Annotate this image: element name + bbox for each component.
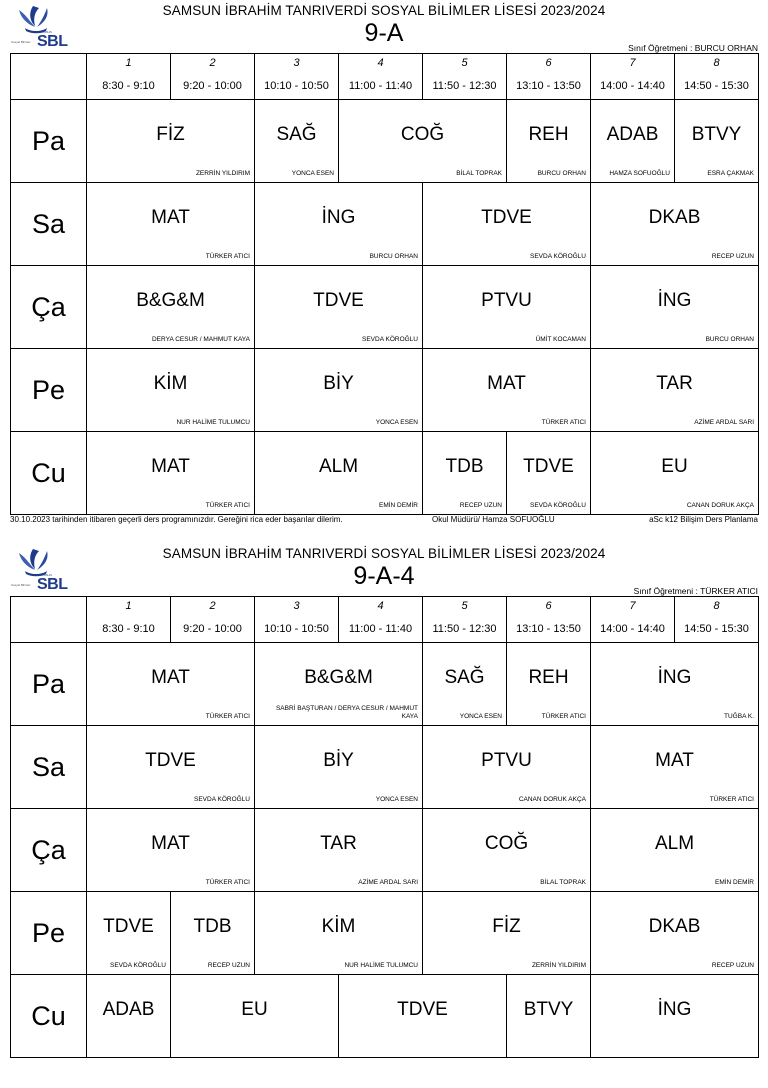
lesson-teacher: YONCA ESEN (459, 713, 502, 720)
day-label: Pe (11, 892, 87, 975)
day-label: Pe (11, 349, 87, 432)
day-row (11, 100, 759, 183)
lesson-subject: İNG (321, 207, 356, 228)
period-time: 8:30 - 9:10 (87, 615, 171, 643)
lesson-cell (507, 100, 591, 183)
lesson-teacher: BURCU ORHAN (537, 170, 586, 177)
lesson-teacher: BURCU ORHAN (705, 336, 754, 343)
lesson-subject: MAT (151, 667, 190, 688)
lesson-cell (423, 432, 507, 515)
lesson-teacher: AZİME ARDAL SARI (358, 879, 418, 886)
lesson-cell (591, 892, 759, 975)
day-row (11, 349, 759, 432)
lesson-subject: BTVY (691, 124, 742, 145)
lesson-teacher: TÜRKER ATICI (205, 253, 250, 260)
footer-note: 30.10.2023 tarihinden itibaren geçerli ders programınızdır. Gereğini rica eder başarılar dilerim. (10, 515, 343, 524)
lesson-subject: TDVE (523, 456, 574, 477)
lesson-teacher: ESRA ÇAKMAK (707, 170, 754, 177)
period-time: 13:10 - 13:50 (507, 615, 591, 643)
lesson-subject: DKAB (648, 207, 701, 228)
lesson-subject: ADAB (606, 124, 659, 145)
lesson-cell (255, 183, 423, 266)
lesson-cell (255, 809, 423, 892)
day-label: Ça (11, 809, 87, 892)
footer-software: aSc k12 Bilişim Ders Planlama (649, 515, 758, 524)
lesson-teacher: CANAN DORUK AKÇA (518, 796, 586, 803)
lesson-teacher: TÜRKER ATICI (205, 502, 250, 509)
lesson-teacher: DERYA CESUR / MAHMUT KAYA (151, 336, 250, 343)
period-time: 11:50 - 12:30 (423, 72, 507, 100)
lesson-cell (87, 266, 255, 349)
lesson-cell (507, 643, 591, 726)
period-time: 14:50 - 15:30 (675, 615, 759, 643)
period-time: 10:10 - 10:50 (255, 615, 339, 643)
day-row (11, 726, 759, 809)
logo-small-left: Sosyal Bilimler (11, 40, 31, 44)
footer-principal: Okul Müdürü/ Hamza SOFUOĞLU (432, 515, 555, 524)
period-time: 10:10 - 10:50 (255, 72, 339, 100)
period-number: 6 (507, 54, 591, 73)
lesson-subject: TAR (320, 833, 357, 854)
lesson-cell (87, 892, 171, 975)
lesson-cell (591, 975, 759, 1058)
period-number: 4 (339, 597, 423, 616)
lesson-subject: FİZ (156, 124, 185, 145)
lesson-cell (591, 183, 759, 266)
lesson-subject: B&G&M (304, 667, 373, 688)
lesson-teacher: YONCA ESEN (375, 419, 418, 426)
day-row (11, 183, 759, 266)
lesson-teacher: ZERRİN YILDIRIM (195, 170, 250, 177)
period-time-row (11, 615, 759, 643)
lesson-teacher: RECEP UZUN (459, 502, 502, 509)
lesson-subject: EU (241, 999, 268, 1020)
lesson-subject: TDVE (397, 999, 448, 1020)
lesson-subject: MAT (151, 833, 190, 854)
lesson-subject: ADAB (102, 999, 155, 1020)
period-number: 5 (423, 597, 507, 616)
class-teacher: Sınıf Öğretmeni : BURCU ORHAN (628, 43, 758, 53)
lesson-teacher: TÜRKER ATICI (541, 713, 586, 720)
period-time: 14:00 - 14:40 (591, 72, 675, 100)
lesson-teacher: EMİN DEMİR (379, 502, 418, 509)
lesson-teacher: SEVDA KÖROĞLU (110, 962, 166, 969)
lesson-cell (591, 266, 759, 349)
lesson-subject: TDVE (313, 290, 364, 311)
lesson-cell (255, 432, 423, 515)
lesson-cell (423, 643, 507, 726)
lesson-teacher: SABRİ BAŞTURAN / DERYA CESUR / MAHMUT KAYA (275, 705, 418, 720)
lesson-teacher: RECEP UZUN (207, 962, 250, 969)
lesson-subject: ALM (654, 833, 695, 854)
lesson-subject: EU (661, 456, 688, 477)
lesson-cell (507, 975, 591, 1058)
day-label: Ça (11, 266, 87, 349)
lesson-subject: TDVE (103, 916, 154, 937)
lesson-subject: DKAB (648, 916, 701, 937)
lesson-subject: KİM (321, 916, 356, 937)
day-label: Pa (11, 643, 87, 726)
lesson-cell (675, 100, 759, 183)
lesson-teacher: EMİN DEMİR (715, 879, 754, 886)
lesson-cell (591, 349, 759, 432)
period-time: 14:50 - 15:30 (675, 72, 759, 100)
period-time: 9:20 - 10:00 (171, 615, 255, 643)
day-label: Cu (11, 432, 87, 515)
lesson-teacher: YONCA ESEN (375, 796, 418, 803)
school-title: SAMSUN İBRAHİM TANRIVERDİ SOSYAL BİLİMLER LİSESİ 2023/2024 (162, 3, 606, 18)
day-label: Cu (11, 975, 87, 1058)
lesson-cell (591, 432, 759, 515)
lesson-subject: MAT (151, 207, 190, 228)
day-row (11, 643, 759, 726)
lesson-cell (87, 726, 255, 809)
lesson-teacher: NUR HALİME TULUMCU (176, 419, 250, 426)
lesson-cell (255, 349, 423, 432)
day-row (11, 809, 759, 892)
lesson-subject: PTVU (481, 750, 532, 771)
lesson-teacher: ZERRİN YILDIRIM (531, 962, 586, 969)
lesson-teacher: SEVDA KÖROĞLU (362, 336, 418, 343)
period-number: 8 (675, 597, 759, 616)
lesson-subject: TDVE (481, 207, 532, 228)
lesson-cell (87, 643, 255, 726)
lesson-cell (591, 809, 759, 892)
lesson-cell (423, 809, 591, 892)
period-time: 11:00 - 11:40 (339, 72, 423, 100)
period-number: 2 (171, 597, 255, 616)
day-label: Sa (11, 726, 87, 809)
lesson-teacher: SEVDA KÖROĞLU (530, 502, 586, 509)
lesson-subject: B&G&M (136, 290, 205, 311)
period-number: 6 (507, 597, 591, 616)
lesson-cell (171, 975, 339, 1058)
lesson-subject: SAĞ (444, 667, 485, 688)
day-label: Sa (11, 183, 87, 266)
lesson-cell (87, 809, 255, 892)
lesson-cell (423, 266, 591, 349)
lesson-cell (339, 100, 507, 183)
day-row (11, 975, 759, 1058)
lesson-subject: BİY (323, 750, 354, 771)
lesson-cell (423, 726, 591, 809)
day-row (11, 892, 759, 975)
period-number: 3 (255, 597, 339, 616)
lesson-cell (255, 100, 339, 183)
lesson-subject: MAT (655, 750, 694, 771)
period-number: 3 (255, 54, 339, 73)
lesson-subject: REH (528, 667, 569, 688)
day-row (11, 432, 759, 515)
lesson-cell (87, 349, 255, 432)
period-time: 11:00 - 11:40 (339, 615, 423, 643)
lesson-subject: PTVU (481, 290, 532, 311)
lesson-subject: COĞ (484, 833, 529, 854)
lesson-subject: TDB (445, 456, 484, 477)
lesson-cell (171, 892, 255, 975)
lesson-teacher: TÜRKER ATICI (541, 419, 586, 426)
lesson-teacher: HAMZA SOFUOĞLU (609, 170, 670, 177)
logo-text: SBL (37, 33, 68, 50)
period-number: 7 (591, 54, 675, 73)
lesson-cell (423, 892, 591, 975)
lesson-teacher: BURCU ORHAN (369, 253, 418, 260)
lesson-cell (423, 349, 591, 432)
corner-cell (11, 54, 87, 100)
period-number: 8 (675, 54, 759, 73)
lesson-cell (591, 726, 759, 809)
period-number: 5 (423, 54, 507, 73)
lesson-teacher: RECEP UZUN (711, 962, 754, 969)
lesson-subject: MAT (487, 373, 526, 394)
lesson-cell (87, 100, 255, 183)
lesson-teacher: SEVDA KÖROĞLU (194, 796, 250, 803)
lesson-subject: İNG (657, 667, 692, 688)
lesson-subject: BİY (323, 373, 354, 394)
day-label: Pa (11, 100, 87, 183)
logo-text: SBL (37, 576, 68, 593)
lesson-teacher: CANAN DORUK AKÇA (686, 502, 754, 509)
lesson-teacher: RECEP UZUN (711, 253, 754, 260)
lesson-teacher: BİLAL TOPRAK (540, 879, 586, 886)
lesson-subject: COĞ (400, 124, 445, 145)
schedule-table (10, 53, 759, 515)
lesson-teacher: SEVDA KÖROĞLU (530, 253, 586, 260)
class-teacher: Sınıf Öğretmeni : TÜRKER ATICI (633, 586, 758, 596)
lesson-subject: TDB (193, 916, 232, 937)
lesson-cell (255, 726, 423, 809)
period-time: 11:50 - 12:30 (423, 615, 507, 643)
period-number-row (11, 54, 759, 73)
lesson-teacher: TÜRKER ATICI (709, 796, 754, 803)
period-time: 9:20 - 10:00 (171, 72, 255, 100)
lesson-cell (87, 183, 255, 266)
lesson-cell (255, 892, 423, 975)
lesson-subject: SAĞ (276, 124, 317, 145)
class-name: 9-A (364, 19, 404, 47)
lesson-subject: İNG (657, 290, 692, 311)
period-number: 1 (87, 54, 171, 73)
lesson-cell (339, 975, 507, 1058)
lesson-subject: FİZ (492, 916, 521, 937)
lesson-subject: ALM (318, 456, 359, 477)
timetable-sheet (0, 543, 768, 1088)
logo-small-left: Sosyal Bilimler (11, 583, 31, 587)
lesson-teacher: ÜMİT KOCAMAN (535, 336, 586, 343)
lesson-cell (423, 183, 591, 266)
lesson-cell (591, 100, 675, 183)
lesson-teacher: NUR HALİME TULUMCU (344, 962, 418, 969)
school-title: SAMSUN İBRAHİM TANRIVERDİ SOSYAL BİLİMLER LİSESİ 2023/2024 (162, 546, 606, 561)
lesson-teacher: YONCA ESEN (291, 170, 334, 177)
period-time: 14:00 - 14:40 (591, 615, 675, 643)
schedule-table (10, 596, 759, 1058)
lesson-subject: MAT (151, 456, 190, 477)
lesson-teacher: TUĞBA K. (724, 713, 754, 720)
lesson-cell (87, 432, 255, 515)
lesson-teacher: TÜRKER ATICI (205, 879, 250, 886)
period-time: 8:30 - 9:10 (87, 72, 171, 100)
lesson-subject: BTVY (523, 999, 574, 1020)
lesson-cell (87, 975, 171, 1058)
corner-cell (11, 597, 87, 643)
lesson-subject: TDVE (145, 750, 196, 771)
lesson-cell (507, 432, 591, 515)
lesson-cell (591, 643, 759, 726)
lesson-teacher: AZİME ARDAL SARI (694, 419, 754, 426)
period-time-row (11, 72, 759, 100)
period-number: 1 (87, 597, 171, 616)
period-number: 2 (171, 54, 255, 73)
period-number: 4 (339, 54, 423, 73)
lesson-subject: KİM (153, 373, 188, 394)
lesson-cell (255, 266, 423, 349)
lesson-cell (255, 643, 423, 726)
lesson-subject: İNG (657, 999, 692, 1020)
class-name: 9-A-4 (353, 562, 415, 590)
logo-small-top: SAMSUN (39, 573, 52, 577)
lesson-subject: REH (528, 124, 569, 145)
lesson-subject: TAR (656, 373, 693, 394)
logo-small-top: SAMSUN (39, 30, 52, 34)
period-time: 13:10 - 13:50 (507, 72, 591, 100)
lesson-teacher: BİLAL TOPRAK (456, 170, 502, 177)
lesson-teacher: TÜRKER ATICI (205, 713, 250, 720)
period-number-row (11, 597, 759, 616)
day-row (11, 266, 759, 349)
period-number: 7 (591, 597, 675, 616)
